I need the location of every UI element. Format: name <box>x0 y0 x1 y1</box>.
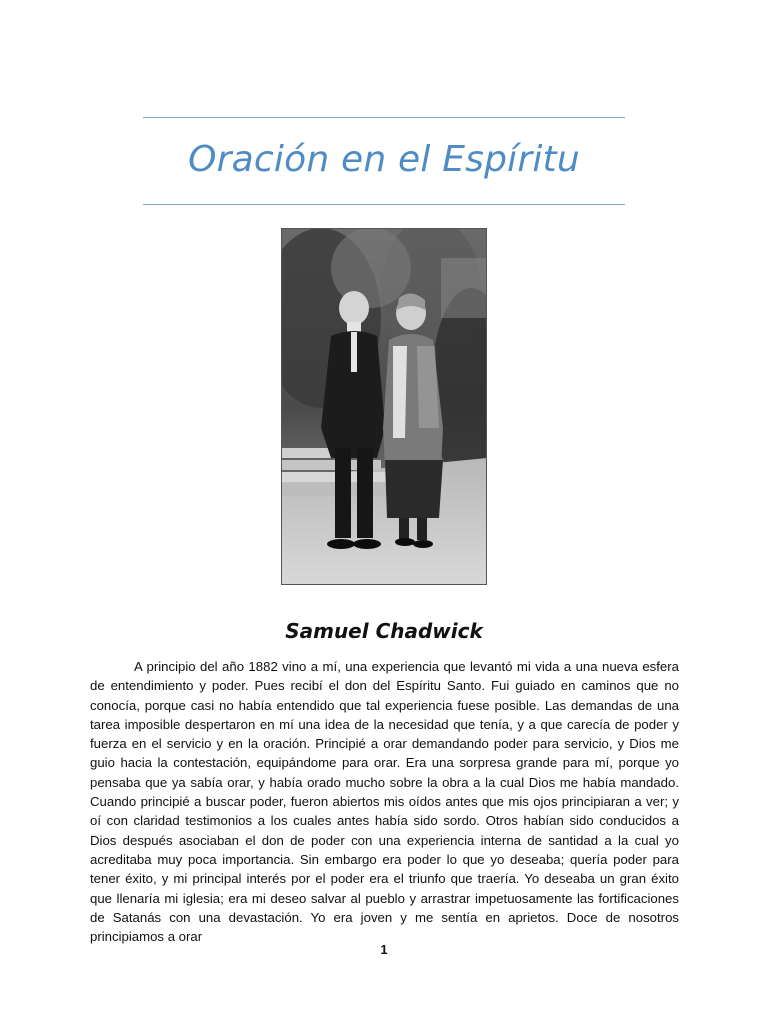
page-number: 1 <box>380 942 388 957</box>
title-top-rule <box>143 117 625 118</box>
body-paragraph: A principio del año 1882 vino a mí, una experiencia que levantó mi vida a una nueva esfera de entendimiento y poder. Pues recibí el don del Espíritu Santo. Fui guiado en caminos que no conocía, porque casi no había entendido que tal experiencia fuese posible. Las demandas de una tarea imposible despertaron en mí una idea de la necesidad que tenía, y a que carecía de poder y fuerza en el servicio y en la oración. Principié a orar demandando poder para servicio, y Dios me guio hacia la contestación, equipándome para orar. Era una sorpresa grande para mí, porque yo pensaba que ya sabía orar, y había orado mucho sobre la obra a la cual Dios me había mandado. Cuando principié a buscar poder, fueron abiertos mis oídos antes que mis ojos principiaran a ver; y oí con claridad testimonios a los cuales antes había sido sordo. Otros habían sido conducidos a Dios después asociaban el don de poder con una experiencia interna de santidad a la cual yo acreditaba muy poca importancia. Sin embargo era poder lo que yo deseaba; quería poder para tener éxito, y mi principal interés por el poder era el triunfo que traería. Yo deseaba un gran éxito que llenaría mi iglesia; era mi deseo salvar al pueblo y arrastrar impetuosamente las fortificaciones de Satanás con una devastación. Yo era joven y me sentía en aprietos. Doce de nosotros principiamos a orar <box>90 659 679 945</box>
page-title: Oración en el Espíritu <box>188 139 580 180</box>
portrait-photo <box>281 228 487 585</box>
title-bottom-rule <box>143 204 625 205</box>
author-name: Samuel Chadwick <box>285 619 483 643</box>
